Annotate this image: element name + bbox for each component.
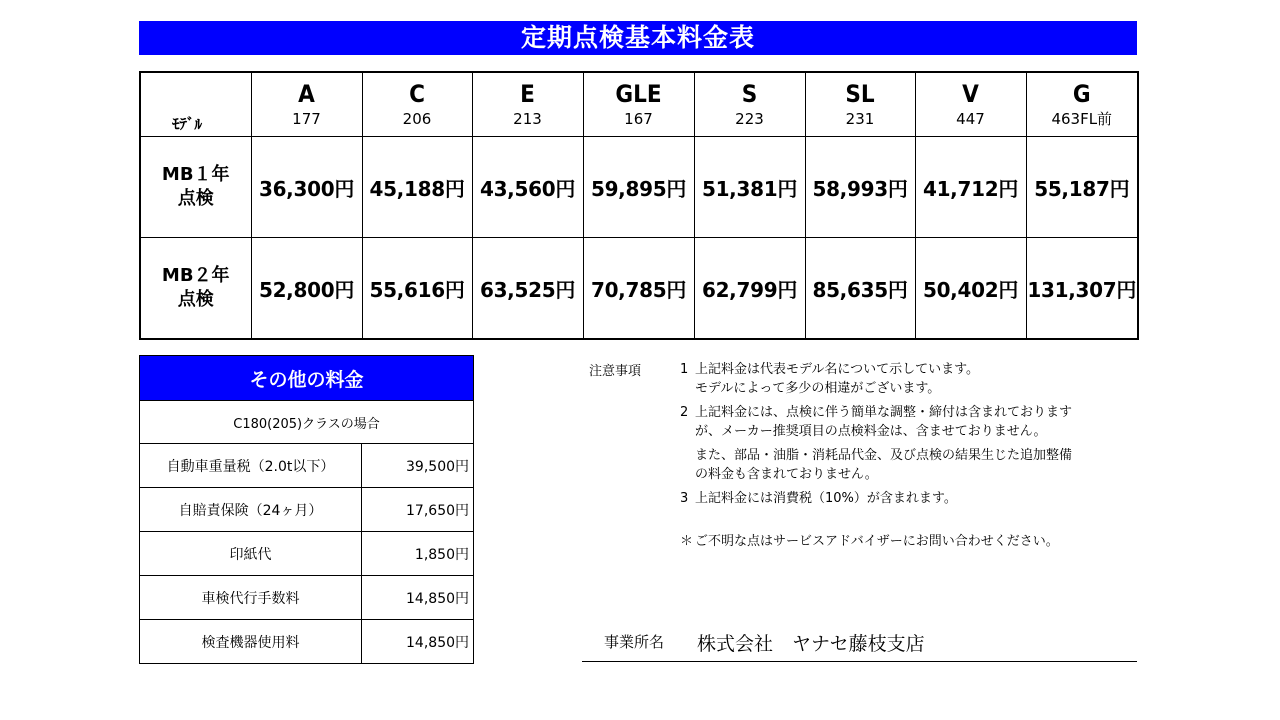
note-number xyxy=(680,446,695,465)
note-number: 2 xyxy=(680,405,689,420)
note-item xyxy=(680,360,1140,398)
note-item xyxy=(680,446,1140,484)
other-fees-table xyxy=(139,355,474,664)
other-fees-case: C180(205)クラスの場合 xyxy=(140,401,474,444)
inspection-price-table xyxy=(139,71,1139,340)
model-code: SL xyxy=(845,79,875,108)
fee-row xyxy=(140,576,474,620)
price-cell: 43,560円 xyxy=(472,137,583,238)
model-number: 167 xyxy=(624,109,653,128)
model-code: GLE xyxy=(615,79,662,108)
model-header-cell xyxy=(694,72,805,137)
model-header-cell xyxy=(362,72,472,137)
office-underline xyxy=(582,661,1137,662)
model-number: 213 xyxy=(513,109,542,128)
note-text: 上記料金は代表モデル名について示しています。 xyxy=(695,362,980,377)
row-label: MB２年 点検 xyxy=(140,238,251,340)
note-text: 上記料金には、点検に伴う簡単な調整・締付は含まれております xyxy=(695,405,1073,420)
page-title: 定期点検基本料金表 xyxy=(139,21,1137,55)
fee-row xyxy=(140,444,474,488)
price-cell: 62,799円 xyxy=(694,238,805,340)
model-number: 177 xyxy=(292,109,321,128)
note-footnote xyxy=(680,532,1140,551)
model-code: S xyxy=(741,79,758,108)
fee-row xyxy=(140,532,474,576)
price-cell: 36,300円 xyxy=(251,137,362,238)
model-header-cell xyxy=(915,72,1026,137)
note-text: 上記料金には消費税（10%）が含まれます。 xyxy=(695,491,957,506)
price-cell: 51,381円 xyxy=(694,137,805,238)
fee-value: 14,850円 xyxy=(362,620,474,664)
fee-value: 17,650円 xyxy=(362,488,474,532)
model-number: 447 xyxy=(956,109,985,128)
price-cell: 50,402円 xyxy=(915,238,1026,340)
price-cell: 63,525円 xyxy=(472,238,583,340)
fee-name: 検査機器使用料 xyxy=(140,620,362,664)
model-number: 231 xyxy=(845,109,875,128)
model-number: 206 xyxy=(402,109,432,128)
office-label: 事業所名 xyxy=(604,633,665,651)
one-year-inspection-row xyxy=(140,137,1138,238)
other-fees-title: その他の料金 xyxy=(140,356,474,401)
price-cell: 70,785円 xyxy=(583,238,694,340)
price-cell: 55,187円 xyxy=(1026,137,1138,238)
model-number: 223 xyxy=(735,109,764,128)
price-cell: 85,635円 xyxy=(805,238,915,340)
fee-value: 39,500円 xyxy=(362,444,474,488)
model-header-cell xyxy=(1026,72,1138,137)
price-cell: 59,895円 xyxy=(583,137,694,238)
price-cell: 58,993円 xyxy=(805,137,915,238)
model-header-cell xyxy=(472,72,583,137)
fee-name: 自動車重量税（2.0t以下） xyxy=(140,444,362,488)
price-cell: 55,616円 xyxy=(362,238,472,340)
two-year-inspection-row xyxy=(140,238,1138,340)
model-code: E xyxy=(520,79,535,108)
model-header-cell xyxy=(805,72,915,137)
model-label: ﾓﾃﾞﾙ xyxy=(140,72,251,137)
model-header-row xyxy=(140,72,1138,137)
model-header-cell xyxy=(583,72,694,137)
note-number: 1 xyxy=(680,362,689,377)
note-text: モデルによって多少の相違がございます。 xyxy=(695,381,941,396)
note-text: また、部品・油脂・消耗品代金、及び点検の結果生じた追加整備 xyxy=(695,448,1073,463)
note-text: が、メーカー推奨項目の点検料金は、含ませておりません。 xyxy=(695,424,1047,439)
model-code: A xyxy=(298,79,315,108)
asterisk-icon: ＊ xyxy=(680,534,694,549)
model-code: C xyxy=(409,79,425,108)
notes-list xyxy=(680,360,1140,556)
office-name: 株式会社 ヤナセ藤枝支店 xyxy=(697,633,925,655)
price-cell: 41,712円 xyxy=(915,137,1026,238)
note-text: の料金も含まれておりません。 xyxy=(695,467,878,482)
fee-name: 自賠責保険（24ヶ月） xyxy=(140,488,362,532)
fee-value: 1,850円 xyxy=(362,532,474,576)
fee-value: 14,850円 xyxy=(362,576,474,620)
model-code: G xyxy=(1072,79,1091,108)
fee-name: 車検代行手数料 xyxy=(140,576,362,620)
notes-label: 注意事項 xyxy=(589,364,642,379)
fee-row xyxy=(140,620,474,664)
model-header-cell xyxy=(251,72,362,137)
fee-row xyxy=(140,488,474,532)
note-item xyxy=(680,489,1140,508)
row-label: MB１年 点検 xyxy=(140,137,251,238)
fee-name: 印紙代 xyxy=(140,532,362,576)
note-item xyxy=(680,403,1140,441)
model-code: V xyxy=(962,79,979,108)
footnote-text: ご不明な点はサービスアドバイザーにお問い合わせください。 xyxy=(695,534,1059,549)
price-cell: 52,800円 xyxy=(251,238,362,340)
price-cell: 45,188円 xyxy=(362,137,472,238)
price-cell: 131,307円 xyxy=(1026,238,1138,340)
note-number: 3 xyxy=(680,491,689,506)
model-number: 463FL前 xyxy=(1051,109,1113,128)
